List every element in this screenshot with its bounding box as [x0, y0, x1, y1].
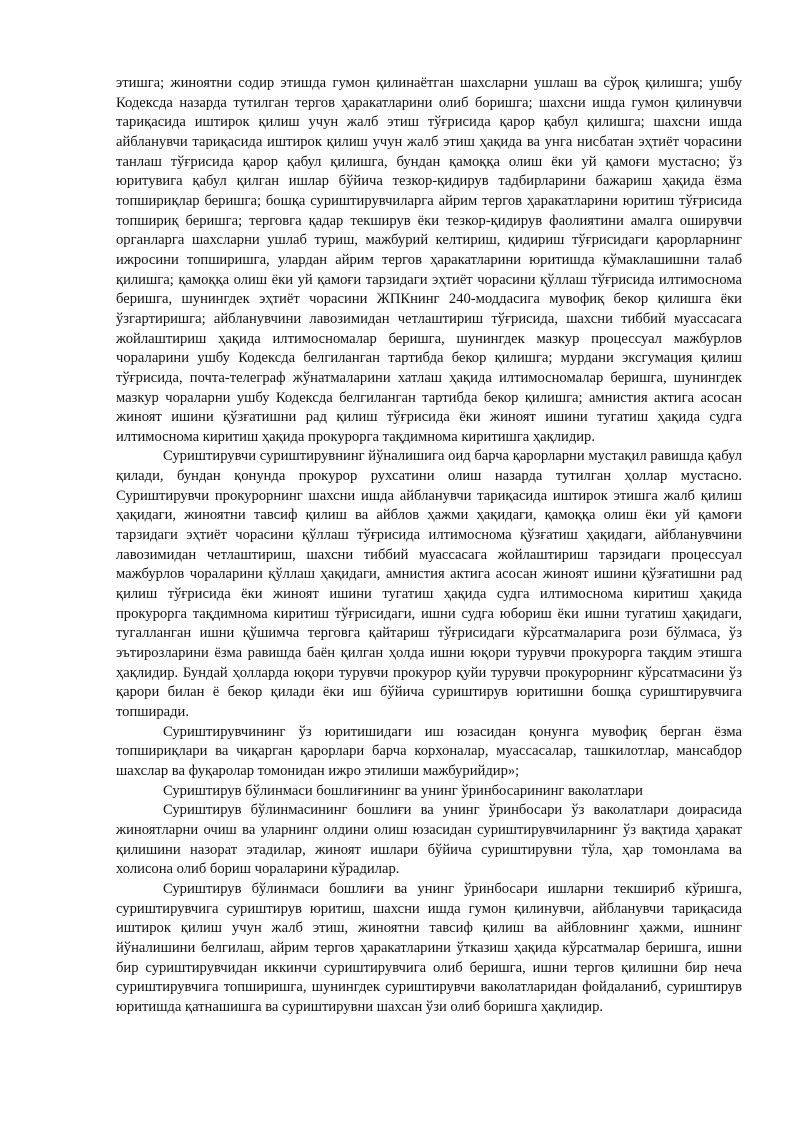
section-heading-unit-head-powers: Суриштирув бўлинмаси бошлиғининг ва унинг ўринбосарининг ваколатлари	[163, 782, 643, 799]
paragraph-investigator-rights-continued: этишга; жиноятни содир этишда гумон қилинаётган шахсларни ушлаш ва сўроқ қилишга; ушбу Кодексда назарда тутилган тергов ҳаракатларини олиб боришга; шахсни ишда гумон қилинувчи тариқасида иштирок қилиш учун жалб этиш тўғрисида қарор қабул қилишга; шахсни ишда айбланувчи тариқасида иштирок қилиш учун жалб этиш ҳақида ва унга нисбатан эҳтиёт чорасини танлаш тўғрисида қарор қабул қилишга, бундан қамоққа олиш ёки уй қамоғи мустасно; ўз юритувига қабул қилган ишлар бўйича тезкор-қидирув тадбирларини бажариш ҳақида ёзма топшириқлар беришга; бошқа суриштирувчиларга айрим тергов ҳаракатларини юритиш тўғрисида топшириқ беришга; терговга қадар текширув ёки тезкор-қидирув фаолиятини амалга оширувчи органларга шахсларни ушлаб туриш, мажбурий келтириш, қидириш тўғрисидаги қарорларнинг ижросини топширишга, улардан айрим тергов ҳаракатларини юритишда кўмаклашишни талаб қилишга; қамоққа олиш ёки уй қамоғи тарзидаги эҳтиёт чорасини қўллаш тўғрисида илтимоснома беришга, шунингдек эҳтиёт чорасини ЖПКнинг 240-моддасига мувофиқ бекор қилишга ёки ўзгартиришга; айбланувчини лавозимидан четлаштириш тўғрисида, шахсни тиббий муассасага жойлаштириш ҳақида илтимосномалар беришга, шунингдек мазкур процессуал мажбурлов чораларини ушбу Кодексда белгиланган тартибда бекор қилишга; мурдани эксгумация қилиш тўғрисида, почта-телеграф жўнатмаларини хатлаш ҳақида илтимосномалар беришга, шунингдек мазкур чораларни ушбу Кодексда белгиланган тартибда бекор қилишга; амнистия актига асосан жиноят ишини қўзғатишни рад қилиш тўғрисида ёки жиноят ишини тугатиш ҳақида судга илтимоснома киритиш ҳақида прокурорга тақдимнома киритишга ҳақлидир.	[116, 75, 742, 445]
paragraph-binding-instructions: Суриштирувчининг ўз юритишидаги иш юзасидан қонунга мувофиқ берган ёзма топшириқлари ва чиқарган қарорлари барча корхоналар, муассасалар, ташкилотлар, мансабдор шахслар ва фуқаролар томонидан ижро этилиши мажбурийдир»;	[116, 723, 742, 779]
paragraph-unit-head-supervision: Суриштирув бўлинмасининг бошлиғи ва унинг ўринбосари ўз ваколатлари доирасида жиноятларни очиш ва уларнинг олдини олиш юзасидан суриштирувчиларнинг ўз вақтида ҳаракат қилишини назорат этадилар, жиноят ишлари бўйича суриштирувни тўла, ҳар томонлама ва холисона олиб бориш чораларини кўрадилар.	[116, 802, 742, 878]
paragraph-unit-head-rights: Суриштирув бўлинмаси бошлиғи ва унинг ўринбосари ишларни текшириб кўришга, суриштирувчига суриштирув юритиш, шахсни ишда гумон қилинувчи, айбланувчи тариқасида иштирок қилиш учун жалб этиш, жиноятни тавсиф қилиш ва айбловнинг ҳажми, ишнинг йўналишини белгилаш, айрим тергов ҳаракатларини ўтказиш ҳақида кўрсатмалар беришга, ишни бир суриштирувчидан иккинчи суриштирувчига олиб беришга, ишни тергов қилишни бир неча суриштирувчига топширишга, шунингдек суриштирувчи ваколатларидан фойдаланиб, суриштирув юритишда қатнашишга ва суриштирувни шахсан ўзи олиб боришга ҳақлидир.	[116, 880, 742, 1015]
paragraph-investigator-independence: Суриштирувчи суриштирувнинг йўналишига оид барча қарорларни мустақил равишда қабул қилади, бундан қонунда прокурор рухсатини олиш назарда тутилган ҳоллар мустасно. Суриштирувчи прокурорнинг шахсни ишда айбланувчи тариқасида иштирок этишга жалб қилиш ҳақидаги, жиноятни тавсиф қилиш ва айблов ҳажми ҳақидаги, қамоққа олиш ёки уй қамоғи тарзидаги эҳтиёт чорасини қўллаш тўғрисида илтимоснома қўзғатиш ҳақидаги, айбланувчини лавозимидан четлаштириш, шахсни тиббий муассасага жойлаштириш тарзидаги процессуал мажбурлов чораларини қўллаш ҳақидаги, амнистия актига асосан жиноят ишини қўзғатишни рад қилиш тўғрисида ёки жиноят ишини тугатиш ҳақида судга илтимоснома киритиш ҳақида прокурорга тақдимнома киритиш тўғрисидаги, ишни судга юбориш ёки ишни тугатиш ҳақидаги, тугалланган ишни қўшимча терговга қайтариш тўғрисидаги кўрсатмаларига рози бўлмаса, ўз эътирозларини ёзма равишда баён қилган ҳолда ишни юқори турувчи прокурорга тақдим этишга ҳақлидир. Бундай ҳолларда юқори турувчи прокурор қуйи турувчи прокурорнинг кўрсатмасини ўз қарори билан ё бекор қилади ёки иш бўйича суриштирув юритишни бошқа суриштирувчига топширади.	[116, 448, 742, 720]
document-page	[116, 74, 742, 1018]
